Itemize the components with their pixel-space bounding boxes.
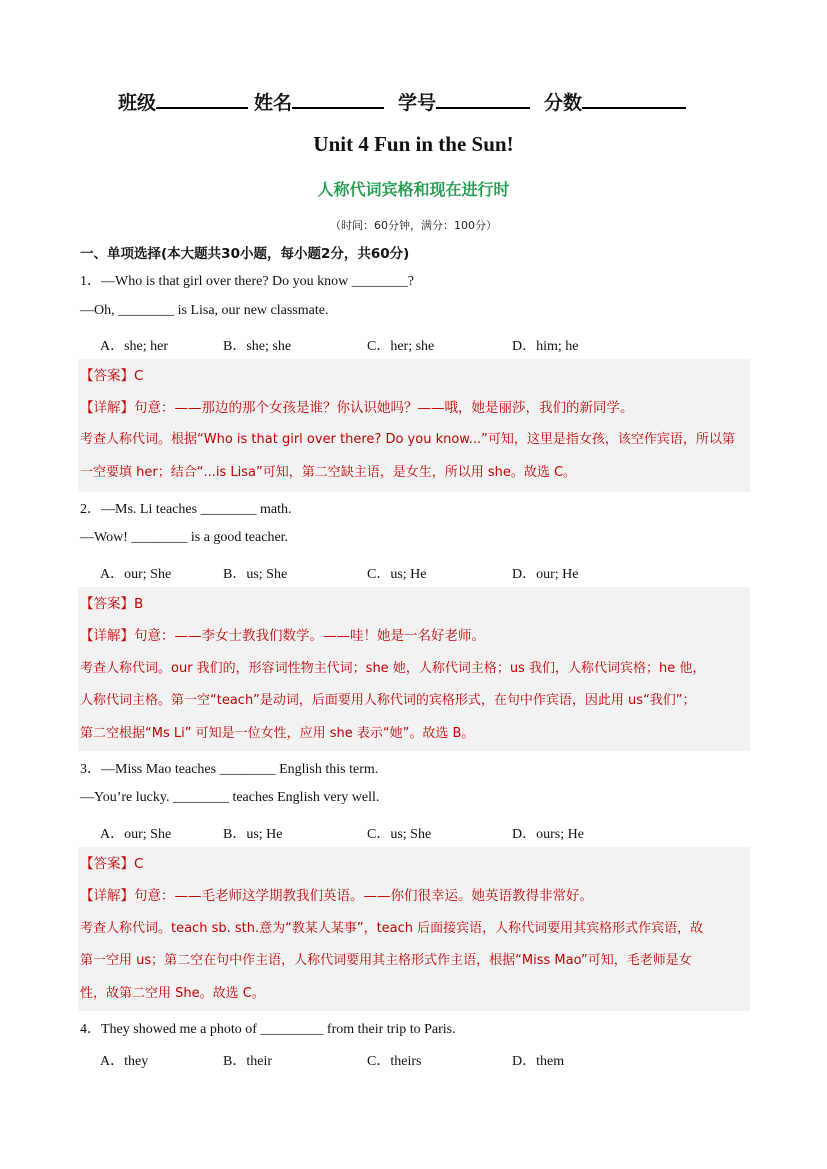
- name-label: 姓名: [254, 92, 293, 114]
- option-a[interactable]: A．our; She: [100, 567, 172, 582]
- explain-3-line-2: 第一空用 us；第二空在句中作主语，人称代词要用其主格形式作主语，根据“Miss Mao”可知，毛老师是女: [80, 953, 692, 968]
- page-title: Unit 4 Fun in the Sun!: [313, 132, 514, 156]
- option-c[interactable]: C．theirs: [367, 1054, 422, 1069]
- detail-label: 【详解】: [80, 888, 134, 904]
- explain-1-line-1: 考查人称代词。根据“Who is that girl over there? Do you know...”可知，这里是指女孩，该空作宾语，所以第: [80, 432, 735, 447]
- question-4-line-1: 4．They showed me a photo of _________ from their trip to Paris.: [80, 1022, 456, 1037]
- detail-text: 句意：——李女士教我们数学。——哇！她是一名好老师。: [134, 628, 485, 644]
- time-note: （时间：60分钟，满分：100分）: [330, 219, 497, 232]
- option-c[interactable]: C．us; She: [367, 827, 432, 842]
- section-title: 一、单项选择(本大题共30小题，每小题2分，共60分): [80, 246, 410, 262]
- explain-2-line-1: 考查人称代词。our 我们的，形容词性物主代词；she 她，人称代词主格；us 我们，人称代词宾格；he 他，: [80, 661, 706, 676]
- option-d[interactable]: D．them: [512, 1054, 565, 1069]
- explain-3-line-3: 性，故第二空用 She。故选 C。: [80, 986, 265, 1001]
- question-2-line-2: —Wow! ________ is a good teacher.: [80, 530, 289, 545]
- option-b[interactable]: B．their: [223, 1054, 272, 1069]
- detail-label: 【详解】: [80, 400, 134, 416]
- detail-text: 句意：——那边的那个女孩是谁？你认识她吗？——哦，她是丽莎，我们的新同学。: [134, 400, 634, 416]
- option-d[interactable]: D．ours; He: [512, 827, 584, 842]
- detail-2: [80, 620, 748, 653]
- class-label: 班级: [118, 92, 157, 114]
- question-3-line-1: 3．—Miss Mao teaches ________ English this term.: [80, 762, 379, 777]
- student-info-row: [118, 88, 718, 115]
- option-b[interactable]: B．she; she: [223, 339, 292, 354]
- page-subtitle: 人称代词宾格和现在进行时: [317, 180, 510, 199]
- option-d[interactable]: D．our; He: [512, 567, 579, 582]
- answer-3: 【答案】C: [80, 856, 144, 872]
- option-a[interactable]: A．our; She: [100, 827, 172, 842]
- answer-2: 【答案】B: [80, 596, 144, 612]
- explain-3-line-1: 考查人称代词。teach sb. sth.意为“教某人某事”，teach 后面接宾语，人称代词要用其宾格形式作宾语，故: [80, 921, 704, 936]
- name-blank[interactable]: [292, 89, 384, 109]
- option-d[interactable]: D．him; he: [512, 339, 579, 354]
- explain-2-line-3: 第二空根据“Ms Li” 可知是一位女性，应用 she 表示“她”。故选 B。: [80, 726, 475, 741]
- question-1-line-1: 1．—Who is that girl over there? Do you know ________?: [80, 274, 414, 289]
- detail-label: 【详解】: [80, 628, 134, 644]
- option-a[interactable]: A．she; her: [100, 339, 169, 354]
- question-3-line-2: —You’re lucky. ________ teaches English very well.: [80, 790, 380, 805]
- option-b[interactable]: B．us; She: [223, 567, 288, 582]
- detail-1: [80, 392, 748, 425]
- option-a[interactable]: A．they: [100, 1054, 149, 1069]
- number-blank[interactable]: [436, 89, 530, 109]
- answer-1: 【答案】C: [80, 368, 144, 384]
- question-1-line-2: —Oh, ________ is Lisa, our new classmate.: [80, 303, 329, 318]
- question-2-line-1: 2．—Ms. Li teaches ________ math.: [80, 502, 292, 517]
- class-blank[interactable]: [156, 89, 248, 109]
- explain-2-line-2: 人称代词主格。第一空“teach”是动词，后面要用人称代词的宾格形式，在句中作宾语，因此用 us“我们”；: [80, 693, 696, 708]
- detail-text: 句意：——毛老师这学期教我们英语。——你们很幸运。她英语教得非常好。: [134, 888, 593, 904]
- detail-3: [80, 880, 748, 913]
- number-label: 学号: [398, 92, 437, 114]
- score-blank[interactable]: [582, 89, 686, 109]
- score-label: 分数: [544, 92, 583, 114]
- option-c[interactable]: C．her; she: [367, 339, 435, 354]
- explain-1-line-2: 一空要填 her；结合“...is Lisa”可知，第二空缺主语，是女生，所以用 she。故选 C。: [80, 465, 577, 480]
- option-b[interactable]: B．us; He: [223, 827, 283, 842]
- option-c[interactable]: C．us; He: [367, 567, 427, 582]
